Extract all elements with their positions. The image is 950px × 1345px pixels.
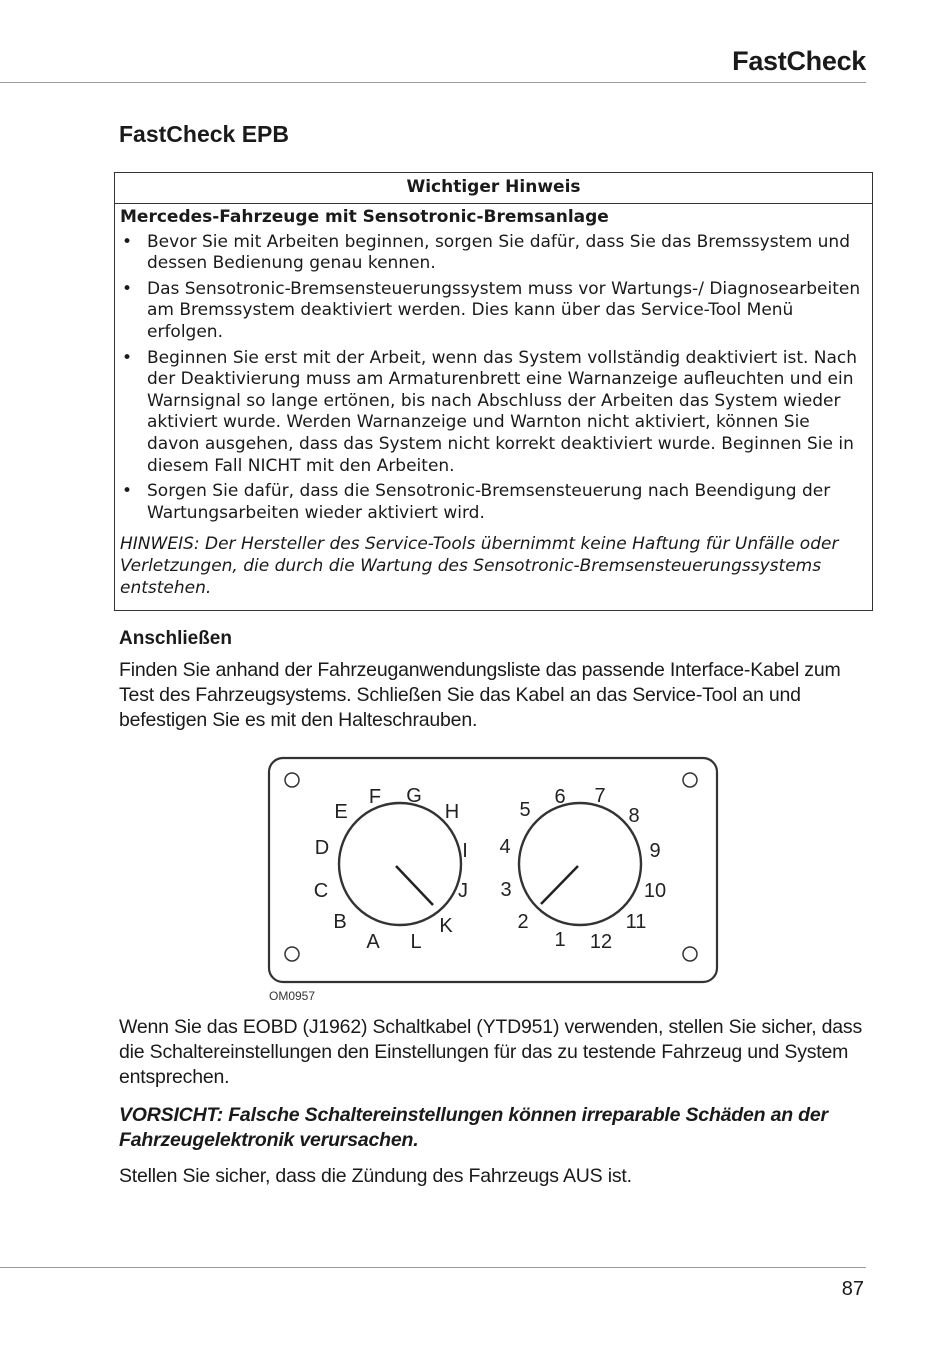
left-dial-position-label: J	[458, 880, 468, 902]
left-dial-position-label: E	[334, 801, 348, 823]
list-item	[120, 481, 867, 524]
bullet-icon: •	[121, 481, 133, 502]
page-number: 87	[841, 1278, 864, 1300]
bullet-icon: •	[121, 231, 133, 252]
right-dial-position-label: 8	[628, 805, 640, 827]
right-dial-position-label: 5	[519, 799, 531, 821]
bullet-text: Sorgen Sie dafür, dass die Sensotronic-Bremsensteuerung nach Beendigung der Wartungsarbeiten wieder aktiviert wird.	[147, 481, 831, 523]
left-dial-position-label: G	[406, 785, 422, 807]
right-dial-position-label: 6	[554, 786, 566, 808]
right-dial-position-label: 7	[594, 785, 606, 807]
left-rotary-dial	[339, 803, 461, 925]
left-dial-position-label: C	[313, 880, 329, 902]
connect-paragraph: Finden Sie anhand der Fahrzeuganwendungsliste das passende Interface-Kabel zum Test des Fahrzeugsystems. Schließen Sie das Kabel an das Service-Tool an und befestigen Sie es mit den Halteschrauben.	[119, 659, 841, 731]
list-item	[120, 348, 867, 478]
left-dial-position-label: A	[366, 931, 380, 953]
list-item	[120, 232, 867, 275]
caution-text: VORSICHT: Falsche Schaltereinstellungen können irreparable Schäden an der Fahrzeugelektronik verursachen.	[119, 1104, 828, 1151]
notice-heading: Wichtiger Hinweis	[115, 173, 872, 204]
left-dial-position-label: D	[314, 837, 330, 859]
bullet-text: Das Sensotronic-Bremsensteuerungssystem muss vor Wartungs-/ Diagnosearbeiten am Bremssystem deaktiviert werden. Dies kann über das Service-Tool Menü erfolgen.	[147, 278, 861, 342]
notice-body	[115, 204, 872, 599]
left-dial-position-label: I	[462, 840, 468, 862]
screw-hole-icon	[285, 773, 299, 787]
switch-setting-paragraph: Wenn Sie das EOBD (J1962) Schaltkabel (YTD951) verwenden, stellen Sie sicher, dass die Schaltereinstellungen den Einstellungen für das zu testende Fahrzeug und System entsprechen.	[119, 1016, 863, 1088]
bullet-text: Bevor Sie mit Arbeiten beginnen, sorgen Sie dafür, dass Sie das Bremssystem und dessen Bedienung genau kennen.	[147, 231, 851, 274]
connect-heading: Anschließen	[119, 628, 232, 649]
figure-id: OM0957	[269, 989, 316, 1003]
left-dial-position-label: F	[368, 786, 382, 808]
bullet-text: Beginnen Sie erst mit der Arbeit, wenn das System vollständig deaktiviert ist. Nach der Deaktivierung muss am Armaturenbrett eine Warnanzeige aufleuchten und ein Warnsignal so lange ertönen, bis nach Abschluss der Arbeiten das System wieder aktiviert wurde. Werden Warnanzeige und Warnton nicht aktiviert, können Sie davon ausgehen, dass das System nicht korrekt deaktiviert wurde. Beginnen Sie in diesem Fall NICHT mit den Arbeiten.	[147, 347, 858, 476]
right-dial-position-label: 1	[554, 929, 566, 951]
left-dial-position-label: H	[444, 801, 460, 823]
notice-bullet-list	[120, 232, 867, 525]
screw-hole-icon	[285, 947, 299, 961]
notice-subheading: Mercedes-Fahrzeuge mit Sensotronic-Bremsanlage	[120, 207, 609, 227]
left-dial-pointer	[396, 866, 433, 905]
bullet-icon: •	[121, 347, 133, 368]
right-dial-pointer	[541, 866, 578, 904]
bullet-icon: •	[121, 278, 133, 299]
right-dial-position-label: 12	[589, 931, 613, 953]
left-dial-position-label: L	[410, 931, 422, 953]
footer-rule	[0, 1267, 866, 1268]
ignition-paragraph: Stellen Sie sicher, dass die Zündung des Fahrzeugs AUS ist.	[119, 1165, 632, 1187]
important-notice-box	[114, 172, 873, 611]
right-dial-position-label: 3	[500, 879, 512, 901]
right-dial-position-label: 9	[649, 840, 661, 862]
running-header-title: FastCheck	[732, 46, 866, 76]
left-dial-position-label: B	[333, 911, 347, 933]
left-dial-labels	[314, 785, 468, 953]
right-dial-position-label: 4	[499, 836, 511, 858]
right-dial-position-label: 10	[643, 880, 667, 902]
header-rule	[0, 82, 866, 83]
screw-hole-icon	[683, 947, 697, 961]
switch-panel-outline	[269, 758, 717, 982]
list-item	[120, 279, 867, 344]
right-rotary-dial	[519, 803, 641, 925]
left-dial-position-label: K	[439, 915, 453, 937]
section-title: FastCheck EPB	[119, 121, 290, 147]
screw-hole-icon	[683, 773, 697, 787]
right-dial-position-label: 2	[517, 911, 529, 933]
switch-dial-diagram	[263, 752, 723, 1012]
notice-disclaimer: HINWEIS: Der Hersteller des Service-Tools übernimmt keine Haftung für Unfälle oder Verletzungen, die durch die Wartung des Sensotronic-Bremsensteuerungssystems entstehen.	[120, 534, 839, 598]
right-dial-position-label: 11	[625, 911, 647, 933]
